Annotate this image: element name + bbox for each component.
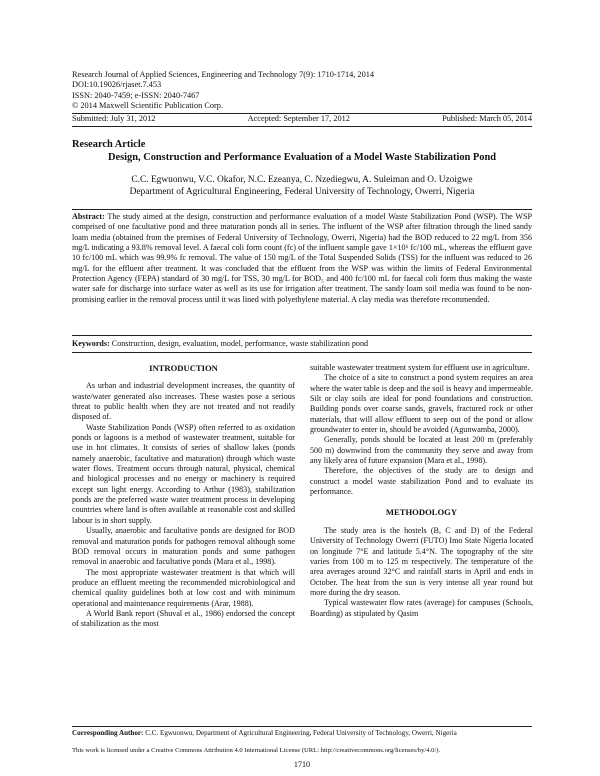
corr-label: Corresponding Author:	[72, 729, 144, 737]
dates-row	[72, 114, 532, 123]
issn: ISSN: 2040-7459; e-ISSN: 2040-7467	[72, 90, 200, 100]
authors: C.C. Egwuonwu, V.C. Okafor, N.C. Ezeanya, C. Nzediegwu, A. Suleiman and O. Uzoigwe	[131, 175, 473, 185]
copyright: © 2014 Maxwell Scientific Publication Corp.	[72, 101, 224, 111]
body-paragraph: Therefore, the objectives of the study are to design and construct a model waste stabilization Pond and to evaluate its performance.	[310, 466, 533, 497]
journal-header	[72, 70, 532, 112]
paper-title: Design, Construction and Performance Evaluation of a Model Waste Stabilization Pond	[107, 152, 497, 163]
journal-citation: Research Journal of Applied Sciences, Engineering and Technology 7(9): 1710-1714, 2014	[72, 70, 375, 79]
corr-text: C.C. Egwuonwu, Department of Agricultural Engineering, Federal University of Technology, Owerri, Nigeria	[145, 729, 457, 737]
body-paragraph: Generally, ponds should be located at least 200 m (preferably 500 m) downwind from the community they serve and away from any likely area of future expansion (Mara et al., 1998).	[310, 435, 533, 466]
keywords-label: Keywords:	[72, 339, 110, 348]
body-paragraph: The choice of a site to construct a pond system requires an area where the water table is deep and the soil is heavy and impermeable. Silt or clay soils are ideal for pond foundations and construction. Building ponds over coarse sands, gravels, fractured rock or other materials, that will allow effluent to seep out of the pond or allow groundwater to enter in, should be avoided (Agunwamba, 2000).	[310, 373, 533, 435]
keywords-text: Construction, design, evaluation, model, performance, waste stabilization pond	[111, 339, 369, 348]
keywords	[72, 339, 532, 348]
corresponding-author	[72, 729, 532, 738]
page-number: 1710	[293, 760, 311, 769]
dates-rule	[72, 126, 532, 127]
body-paragraph: suitable wastewater treatment system for effluent use in agriculture.	[310, 363, 530, 372]
affiliation: Department of Agricultural Engineering, Federal University of Technology, Owerri, Nigeria	[129, 186, 475, 197]
body-paragraph: A World Bank report (Shuval et al., 1986) endorsed the concept of stabilization as the most	[72, 608, 295, 629]
body-paragraph: The study area is the hostels (B, C and D) of the Federal University of Technology Owerri (FUTO) Imo State Nigeria located on longitude 7°E and latitude 5.4°N. The topography of the site varies from 100 m to 125 m respectively. The temperature of the area averages around 32°C and rainfall starts in April and ends in October. The heat from the sun is very intense all year round but more during the dry season.	[310, 525, 533, 597]
accepted-date: Accepted: September 17, 2012	[247, 114, 350, 123]
body-paragraph: Waste Stabilization Ponds (WSP) often referred to as oxidation ponds or lagoons is a method of wastewater treatment, suitable for use in hot climates. It consists of series of shallow lakes (ponds namely anaerobic, facultative and maturation) through which waste water flows. Treatment occurs through natural, physical, chemical and biological processes and no energy or machinery is required except sun light energy. According to Arthur (1983), stabilization ponds are the preferred waste water treatment process in developing countries where land is often available at reasonable cost and skilled labour is in short supply.	[72, 422, 295, 525]
right-column	[310, 363, 533, 619]
license-note: This work is licensed under a Creative Commons Attribution 4.0 International License (URL: http://creativecommons.org/licenses/by/4.0/).	[72, 747, 441, 754]
methodology-heading: METHODOLOGY	[385, 507, 458, 518]
body-paragraph: As urban and industrial development increases, the quantity of waste/water generated also increases. These wastes pose a serious threat to public health when they are not treated and not readily disposed of.	[72, 381, 295, 422]
doi: DOI:10.19026/rjaset.7.453	[72, 80, 162, 90]
body-paragraph: The most appropriate wastewater treatment is that which will produce an effluent meeting the recommended microbiological and chemical quality guidelines both at low cost and with minimum operational and maintenance requirements (Arar, 1988).	[72, 567, 295, 608]
author-block	[72, 175, 532, 198]
abstract	[72, 212, 532, 305]
footer-rule	[72, 726, 532, 727]
abstract-top-rule	[72, 209, 532, 210]
abstract-bottom-rule	[72, 335, 532, 336]
abstract-label: Abstract:	[72, 212, 105, 221]
abstract-text: The study aimed at the design, construction and performance evaluation of a model Waste Stabilization Pond (WSP). The WSP comprised of one facultative pond and three maturation ponds all in series. The influent of the WSP after filtration through the lined sandy loam media (obtained from the premises of Federal University of Technology, Owerri, Nigeria) had the BOD reduced to 22 mg/L from 356 mg/L indicating a 93.8% removal level. A faecal coli form count (fc) of the influent sample gave 1×10⁶ fc/100 mL, whereas the effluent gave 10 fc/100 mL which was 99.9% fc removal. The value of 150 mg/L of the Total Suspended Solids (TSS) for the influent was reduced to 26 mg/L for the effluent after treatment. It was concluded that the effluent from the WSP was within the limits of Federal Environmental Protection Agency (FEPA) standard of 30 mg/L for TSS, 30 mg/L for BOD₅ and 400 fc/100 mL for faecal coli form thus making the waste water safe for discharge into surface water as well as its use for irrigation after treatment. The sandy loam soil media was found to be non-promising earlier in the removal process until it was lined with polyethylene material. A clay media was therefore recommended.	[72, 212, 532, 304]
keywords-rule	[72, 352, 532, 353]
left-column	[72, 363, 295, 630]
body-paragraph: Typical wastewater flow rates (average) for campuses (Schools, Boarding) as stipulated by Qasim	[310, 598, 533, 618]
submitted-date: Submitted: July 31, 2012	[72, 114, 156, 123]
article-type: Research Article	[72, 139, 146, 150]
published-date: Published: March 05, 2014	[442, 114, 532, 123]
body-paragraph: Usually, anaerobic and facultative ponds are designed for BOD removal and maturation ponds for pathogen removal although some BOD removal occurs in maturation ponds and some pathogen removal in anaerobic and facultative ponds (Mara et al., 1998).	[72, 526, 295, 567]
introduction-heading: INTRODUCTION	[149, 363, 218, 373]
